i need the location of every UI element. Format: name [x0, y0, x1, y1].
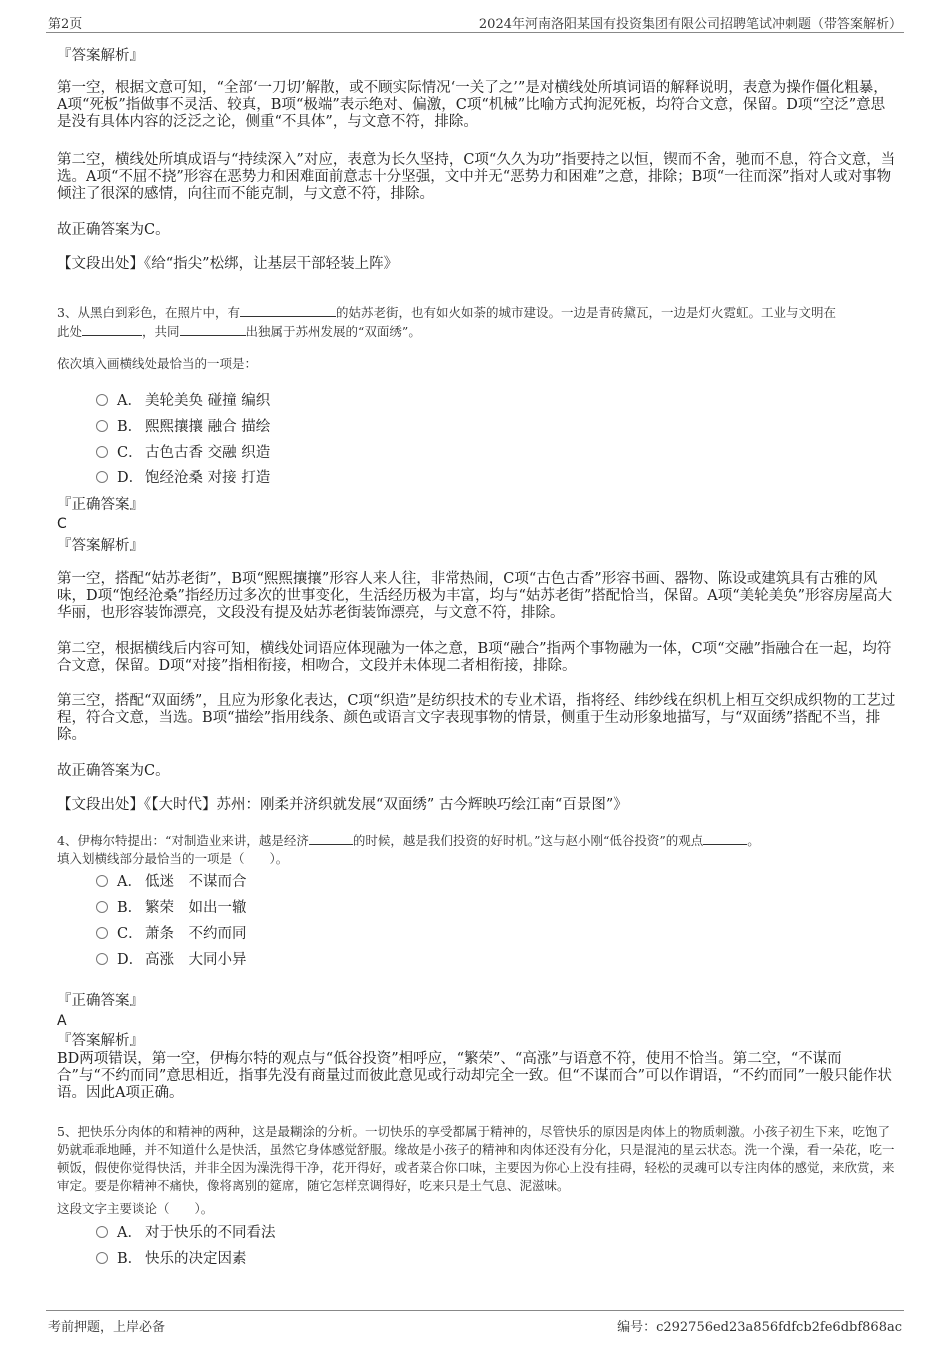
q2-analysis-p1: 第一空，根据文意可知，“全部‘一刀切’解散，或不顾实际情况‘一关了之’”是对横线处所填词语的解释说明，表意为操作僵化粗暴，A项“死板”指做事不灵活、较真，B项“极端”表示绝对、偏激，C项“机械”比喻方式拘泥死板，均符合文意，保留。D项“空泛”意思是没有具体内容的泛泛之论，侧重“不具体”，与文意不符，排除。: [57, 80, 888, 130]
radio-icon[interactable]: [96, 875, 108, 887]
radio-icon[interactable]: [96, 1226, 108, 1238]
q5-option-a[interactable]: A． 对于快乐的不同看法: [96, 1223, 276, 1243]
q4-stem: 4、伊梅尔特提出：“对制造业来讲，越是经济 的时候，越是我们投资的好时机。”这与赵小刚“低谷投资”的观点 。: [57, 833, 760, 848]
q2-conclusion: 故正确答案为C。: [57, 222, 170, 238]
q4-analysis: BD两项错误，第一空，伊梅尔特的观点与“低谷投资”相呼应，“繁荣”、“高涨”与语意不符，使用不恰当。第二空，“不谋而合”与“不约而同”意思相近，指事先没有商量过而彼此意见或行动却完全一致。但“不谋而合”可以作谓语，“不约而同”一般只能作状语。因此A项正确。: [57, 1051, 892, 1101]
page-footer: [46, 1310, 904, 1333]
document-code: 编号：c292756ed23a856fdfcb2fe6dbf868ac: [617, 1320, 902, 1335]
q4-correct-answer: A: [57, 1013, 67, 1029]
radio-icon[interactable]: [96, 471, 108, 483]
q3-analysis-p1: 第一空，搭配“姑苏老街”，B项“熙熙攘攘”形容人来人往，非常热闹，C项“古色古香”形容书画、器物、陈设或建筑具有古雅的风味，D项“饱经沧桑”指经历过多次的世事变化，生活经历极为丰富，均与“姑苏老街”搭配恰当，保留。A项“美轮美奂”形容房屋高大华丽，也形容装饰漂亮，文段没有提及姑苏老街装饰漂亮，与文意不符，排除。: [57, 571, 893, 621]
q3-option-d[interactable]: D． 饱经沧桑 对接 打造: [96, 468, 270, 488]
q3-blank-2: [82, 322, 142, 336]
radio-icon[interactable]: [96, 953, 108, 965]
q3-analysis-title: 『答案解析』: [57, 538, 144, 554]
q3-source: 【文段出处】《【大时代】苏州：刚柔并济织就发展“双面绣” 古今辉映巧绘江南“百景图”》: [57, 797, 628, 813]
q3-blank-1: [240, 303, 336, 317]
q3-blank-3: [180, 322, 246, 336]
q4-blank-2: [703, 831, 747, 845]
q4-option-a[interactable]: A． 低迷 不谋而合: [96, 872, 247, 892]
radio-icon[interactable]: [96, 1252, 108, 1264]
document-title: 2024年河南洛阳某国有投资集团有限公司招聘笔试冲刺题（带答案解析）: [478, 17, 902, 32]
q2-source: 【文段出处】《给“指尖”松绑，让基层干部轻装上阵》: [57, 256, 399, 272]
q3-prompt: 依次填入画横线处最恰当的一项是：: [57, 356, 258, 371]
page-header: [46, 10, 904, 33]
q4-option-b[interactable]: B． 繁荣 如出一辙: [96, 898, 247, 918]
footer-slogan: 考前押题，上岸必备: [48, 1320, 166, 1335]
q4-correct-title: 『正确答案』: [57, 993, 144, 1009]
q5-stem: 5、把快乐分肉体的和精神的两种，这是最糊涂的分析。一切快乐的享受都属于精神的，尽管快乐的原因是肉体上的物质刺激。小孩子初生下来，吃饱了奶就乖乖地睡，并不知道什么是快活，虽然它身体感觉舒服。缘故是小孩子的精神和肉体还没有分化，只是混沌的星云状态。洗一个澡，看一朵花，吃一顿饭，假使你觉得快活，并非全因为澡洗得干净，花开得好，或者菜合你口味，主要因为你心上没有挂碍，轻松的灵魂可以专注肉体的感觉，来欣赏，来审定。要是你精神不痛快，像将离别的筵席，随它怎样烹调得好，吃来只是土气息、泥滋味。: [57, 1124, 895, 1193]
q2-analysis-title: 『答案解析』: [57, 48, 144, 64]
q3-correct-title: 『正确答案』: [57, 497, 144, 513]
radio-icon[interactable]: [96, 446, 108, 458]
q5-option-b[interactable]: B． 快乐的决定因素: [96, 1249, 247, 1269]
q4-prompt: 填入划横线部分最恰当的一项是（ ）。: [57, 851, 289, 866]
q3-option-a[interactable]: A． 美轮美奂 碰撞 编织: [96, 391, 270, 411]
radio-icon[interactable]: [96, 394, 108, 406]
q3-conclusion: 故正确答案为C。: [57, 763, 170, 779]
q3-option-c[interactable]: C． 古色古香 交融 织造: [96, 443, 270, 463]
q3-analysis-p3: 第三空，搭配“双面绣”，且应为形象化表达，C项“织造”是纺织技术的专业术语，指将经、纬纱线在织机上相互交织成织物的工艺过程，符合文意，当选。B项“描绘”指用线条、颜色或语言文字表现事物的情景，侧重于生动形象地描写，与“双面绣”搭配不当，排除。: [57, 693, 896, 743]
q4-analysis-title: 『答案解析』: [57, 1033, 144, 1049]
radio-icon[interactable]: [96, 927, 108, 939]
q3-stem: 3、从黑白到彩色，在照片中，有 的姑苏老街，也有如火如荼的城市建设。一边是青砖黛瓦，一边是灯火霓虹。工业与文明在 此处 ，共同 出独属于苏州发展的“双面绣”。: [57, 305, 836, 339]
radio-icon[interactable]: [96, 901, 108, 913]
q5-prompt: 这段文字主要谈论（ ）。: [57, 1201, 214, 1216]
q2-analysis-p2: 第二空，横线处所填成语与“持续深入”对应，表意为长久坚持，C项“久久为功”指要持之以恒，锲而不舍，驰而不息，符合文意，当选。A项“不屈不挠”形容在恶势力和困难面前意志十分坚强，文中并无“恶势力和困难”之意，排除；B项“一往而深”指对人或对事物倾注了很深的感情，向往而不能克制，与文意不符，排除。: [57, 152, 896, 202]
q3-correct-answer: C: [57, 516, 67, 532]
q3-option-b[interactable]: B． 熙熙攘攘 融合 描绘: [96, 417, 270, 437]
radio-icon[interactable]: [96, 420, 108, 432]
q3-analysis-p2: 第二空，根据横线后内容可知，横线处词语应体现融为一体之意，B项“融合”指两个事物融为一体，C项“交融”指融合在一起，均符合文意，保留。D项“对接”指相衔接，相吻合，文段并未体现二者相衔接，排除。: [57, 641, 892, 674]
q4-blank-1: [309, 831, 353, 845]
q4-option-d[interactable]: D． 高涨 大同小异: [96, 950, 247, 970]
q4-option-c[interactable]: C． 萧条 不约而同: [96, 924, 247, 944]
page-number: 第2页: [48, 17, 83, 32]
